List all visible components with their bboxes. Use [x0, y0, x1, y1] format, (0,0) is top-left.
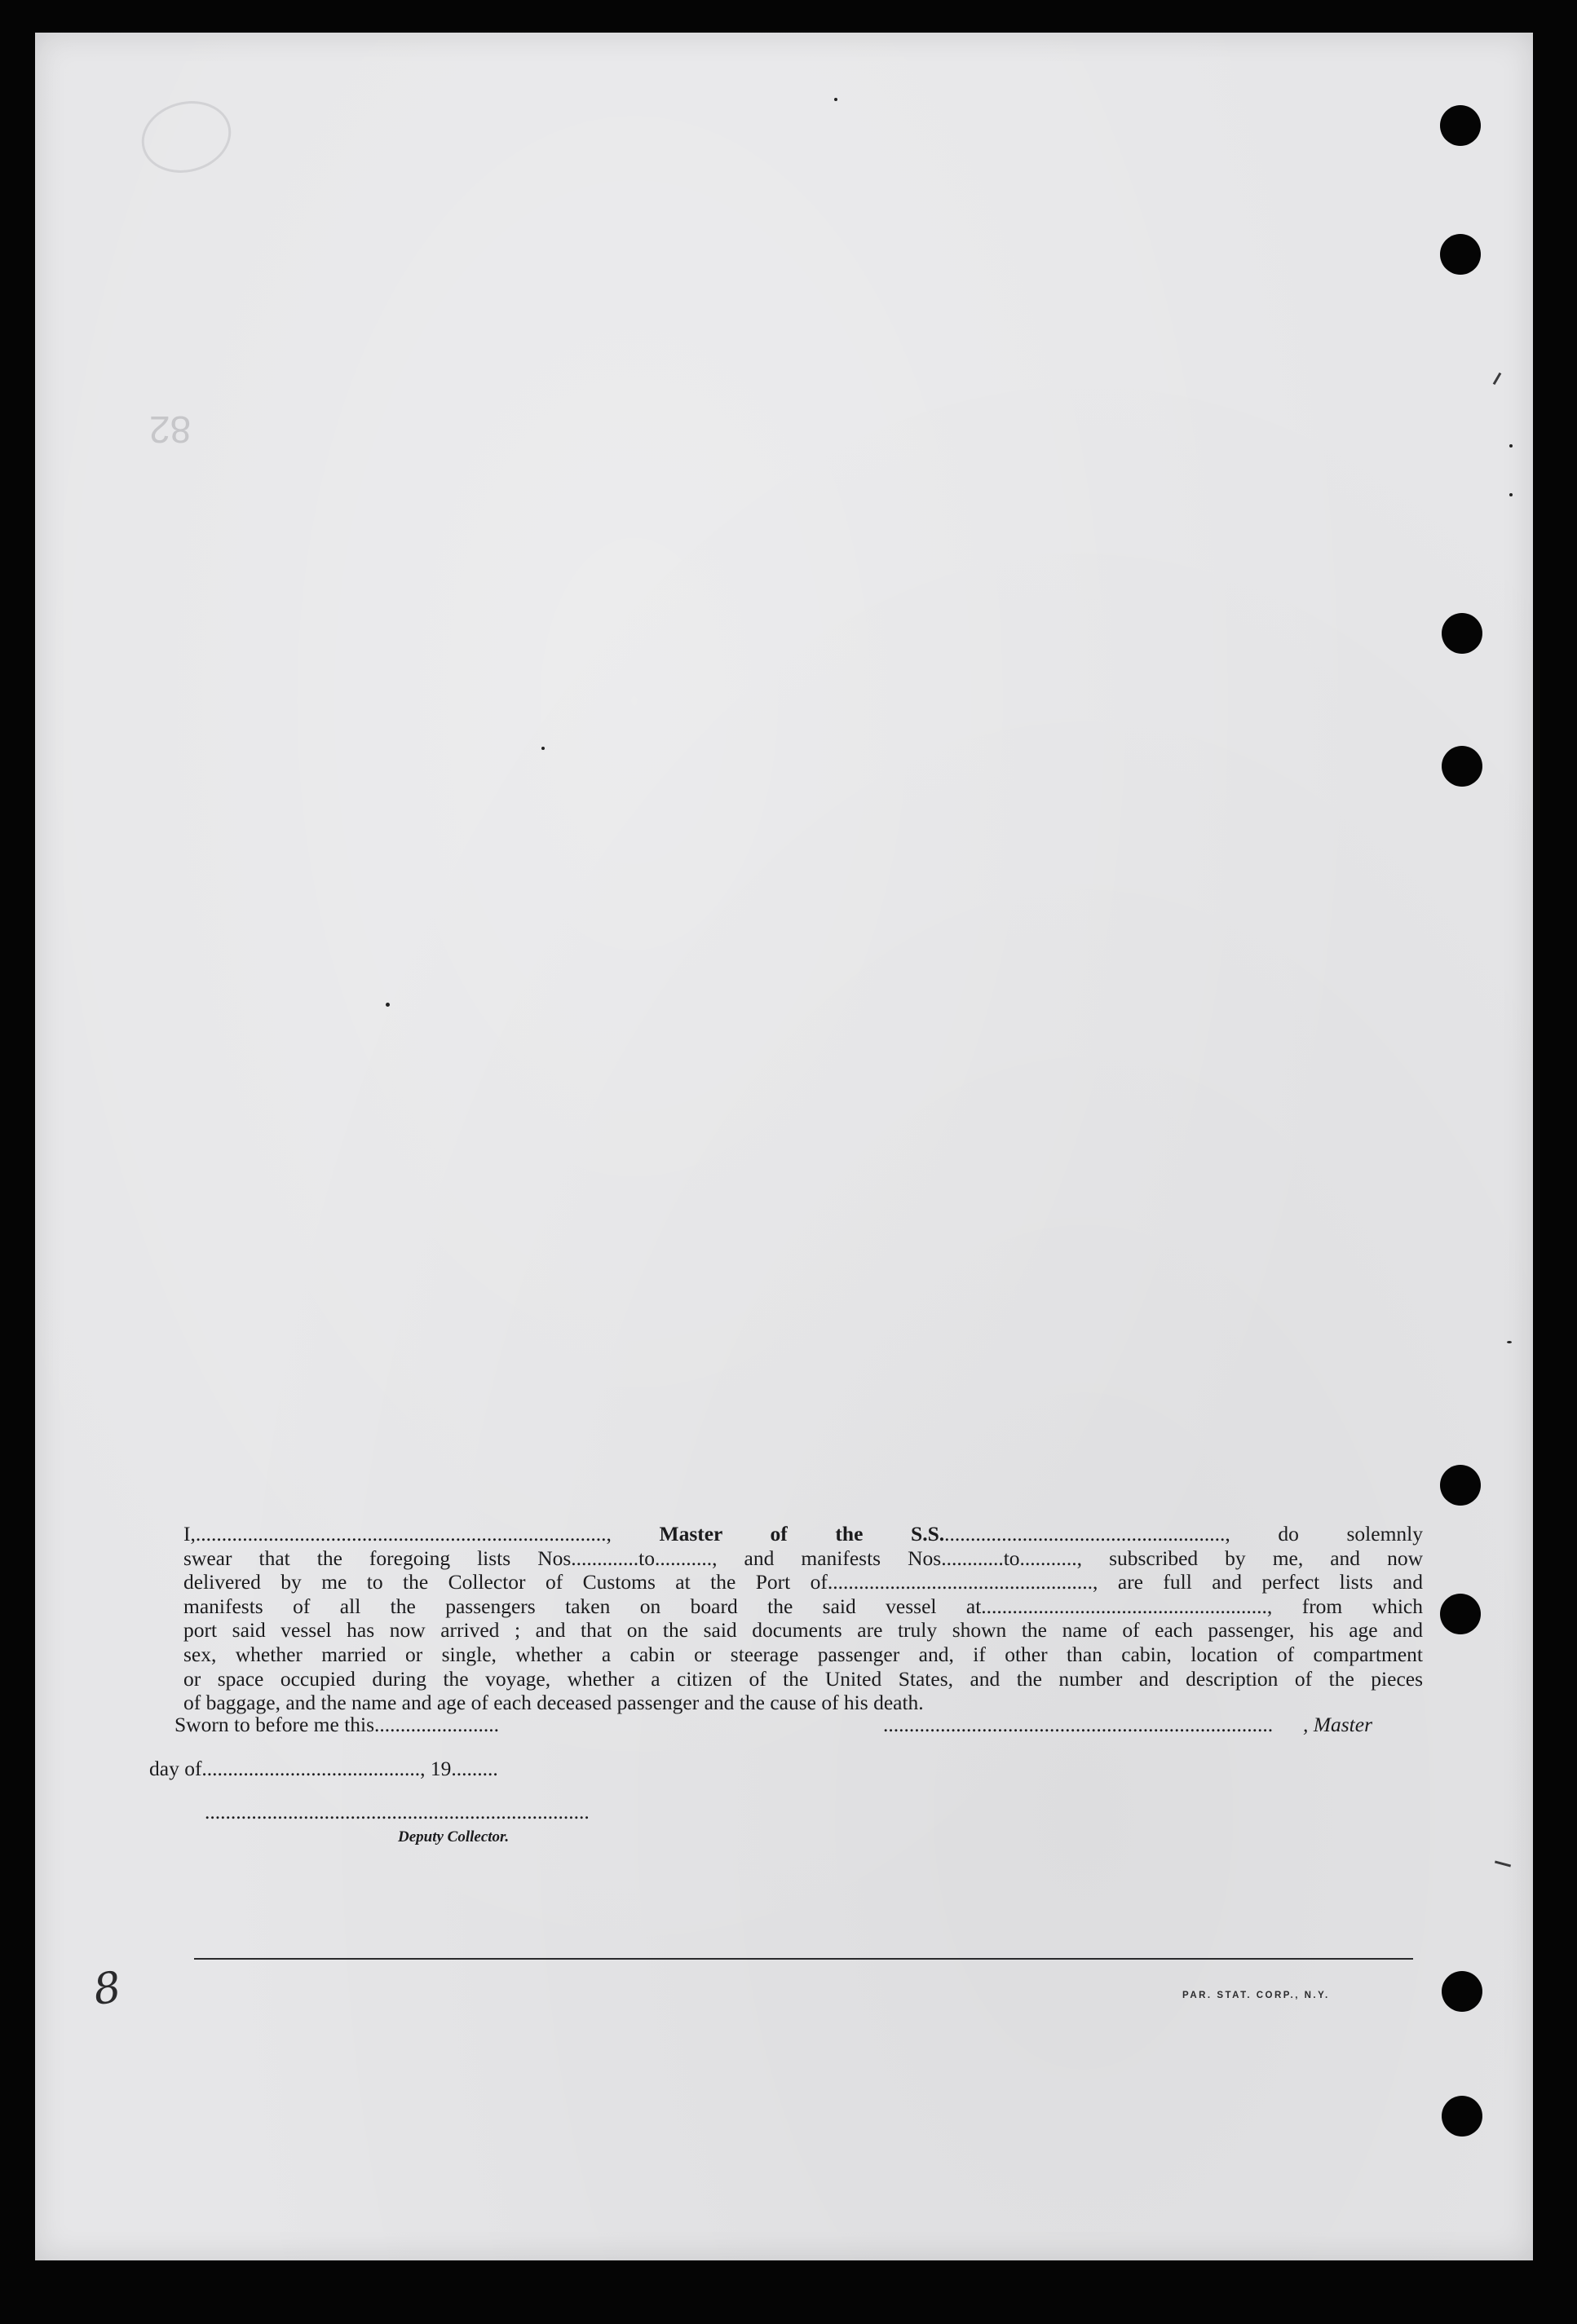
punch-hole	[1440, 1594, 1481, 1634]
deputy-collector-dots: ..........................................................................	[205, 1800, 590, 1823]
oath-line-6: sex, whether married or single, whether a cabin or steerage passenger and, if other than cabin, location of compartment	[183, 1642, 1423, 1666]
oath-line-8: of baggage, and the name and age of each deceased passenger and the cause of his death.	[183, 1691, 924, 1715]
punch-hole	[1440, 234, 1481, 275]
punch-hole	[1442, 2096, 1482, 2137]
oath-line-2: swear that the foregoing lists Nos.............to..........., and manifests Nos............to..........., subscribed by me, and now	[183, 1546, 1423, 1570]
oath-line-4: manifests of all the passengers taken on board the said vessel at......................................................., from which	[183, 1594, 1423, 1618]
deputy-collector-label: Deputy Collector.	[398, 1828, 510, 1846]
punch-hole	[1442, 613, 1482, 654]
speck	[1509, 444, 1513, 448]
punch-hole	[1440, 1465, 1481, 1506]
footer-rule	[194, 1958, 1413, 1960]
master-oath-paragraph	[183, 1522, 1423, 1715]
edge-mark	[1493, 373, 1502, 385]
speck	[541, 747, 545, 750]
punch-hole	[1440, 105, 1481, 146]
faint-page-number: 82	[149, 408, 192, 451]
manifest-sheet	[35, 33, 1533, 2260]
oath-line-5: port said vessel has now arrived ; and that on the said documents are truly shown the name of each passenger, his age and	[183, 1618, 1423, 1643]
oath-line-3: delivered by me to the Collector of Customs at the Port of..................................................., are full and perfect lists and	[183, 1570, 1423, 1594]
speck	[386, 1003, 390, 1007]
punch-hole	[1442, 1971, 1482, 2012]
master-signature-label: , Master	[1303, 1713, 1372, 1736]
punch-hole	[1442, 746, 1482, 787]
master-signature-dots: ...........................................................................	[883, 1713, 1274, 1736]
oath-line-1: I,..............................................................................., Master of the S.S......................................................., do solemnly	[183, 1522, 1423, 1546]
faint-stamp-mark	[134, 91, 239, 183]
sworn-before-line: Sworn to before me this........................	[174, 1713, 500, 1736]
oath-line-7: or space occupied during the voyage, whether a citizen of the United States, and the number and description of the pieces	[183, 1666, 1423, 1691]
edge-mark	[1495, 1860, 1511, 1867]
handwritten-number: 8	[90, 1962, 125, 2016]
printer-imprint: PAR. STAT. CORP., N.Y.	[1182, 1991, 1330, 2000]
speck	[1507, 1341, 1512, 1343]
day-of-line: day of.........................................., 19.........	[149, 1757, 498, 1780]
master-of-ss-bold: Master of the S.S.	[659, 1522, 945, 1546]
speck	[1509, 493, 1513, 496]
speck	[834, 98, 837, 101]
